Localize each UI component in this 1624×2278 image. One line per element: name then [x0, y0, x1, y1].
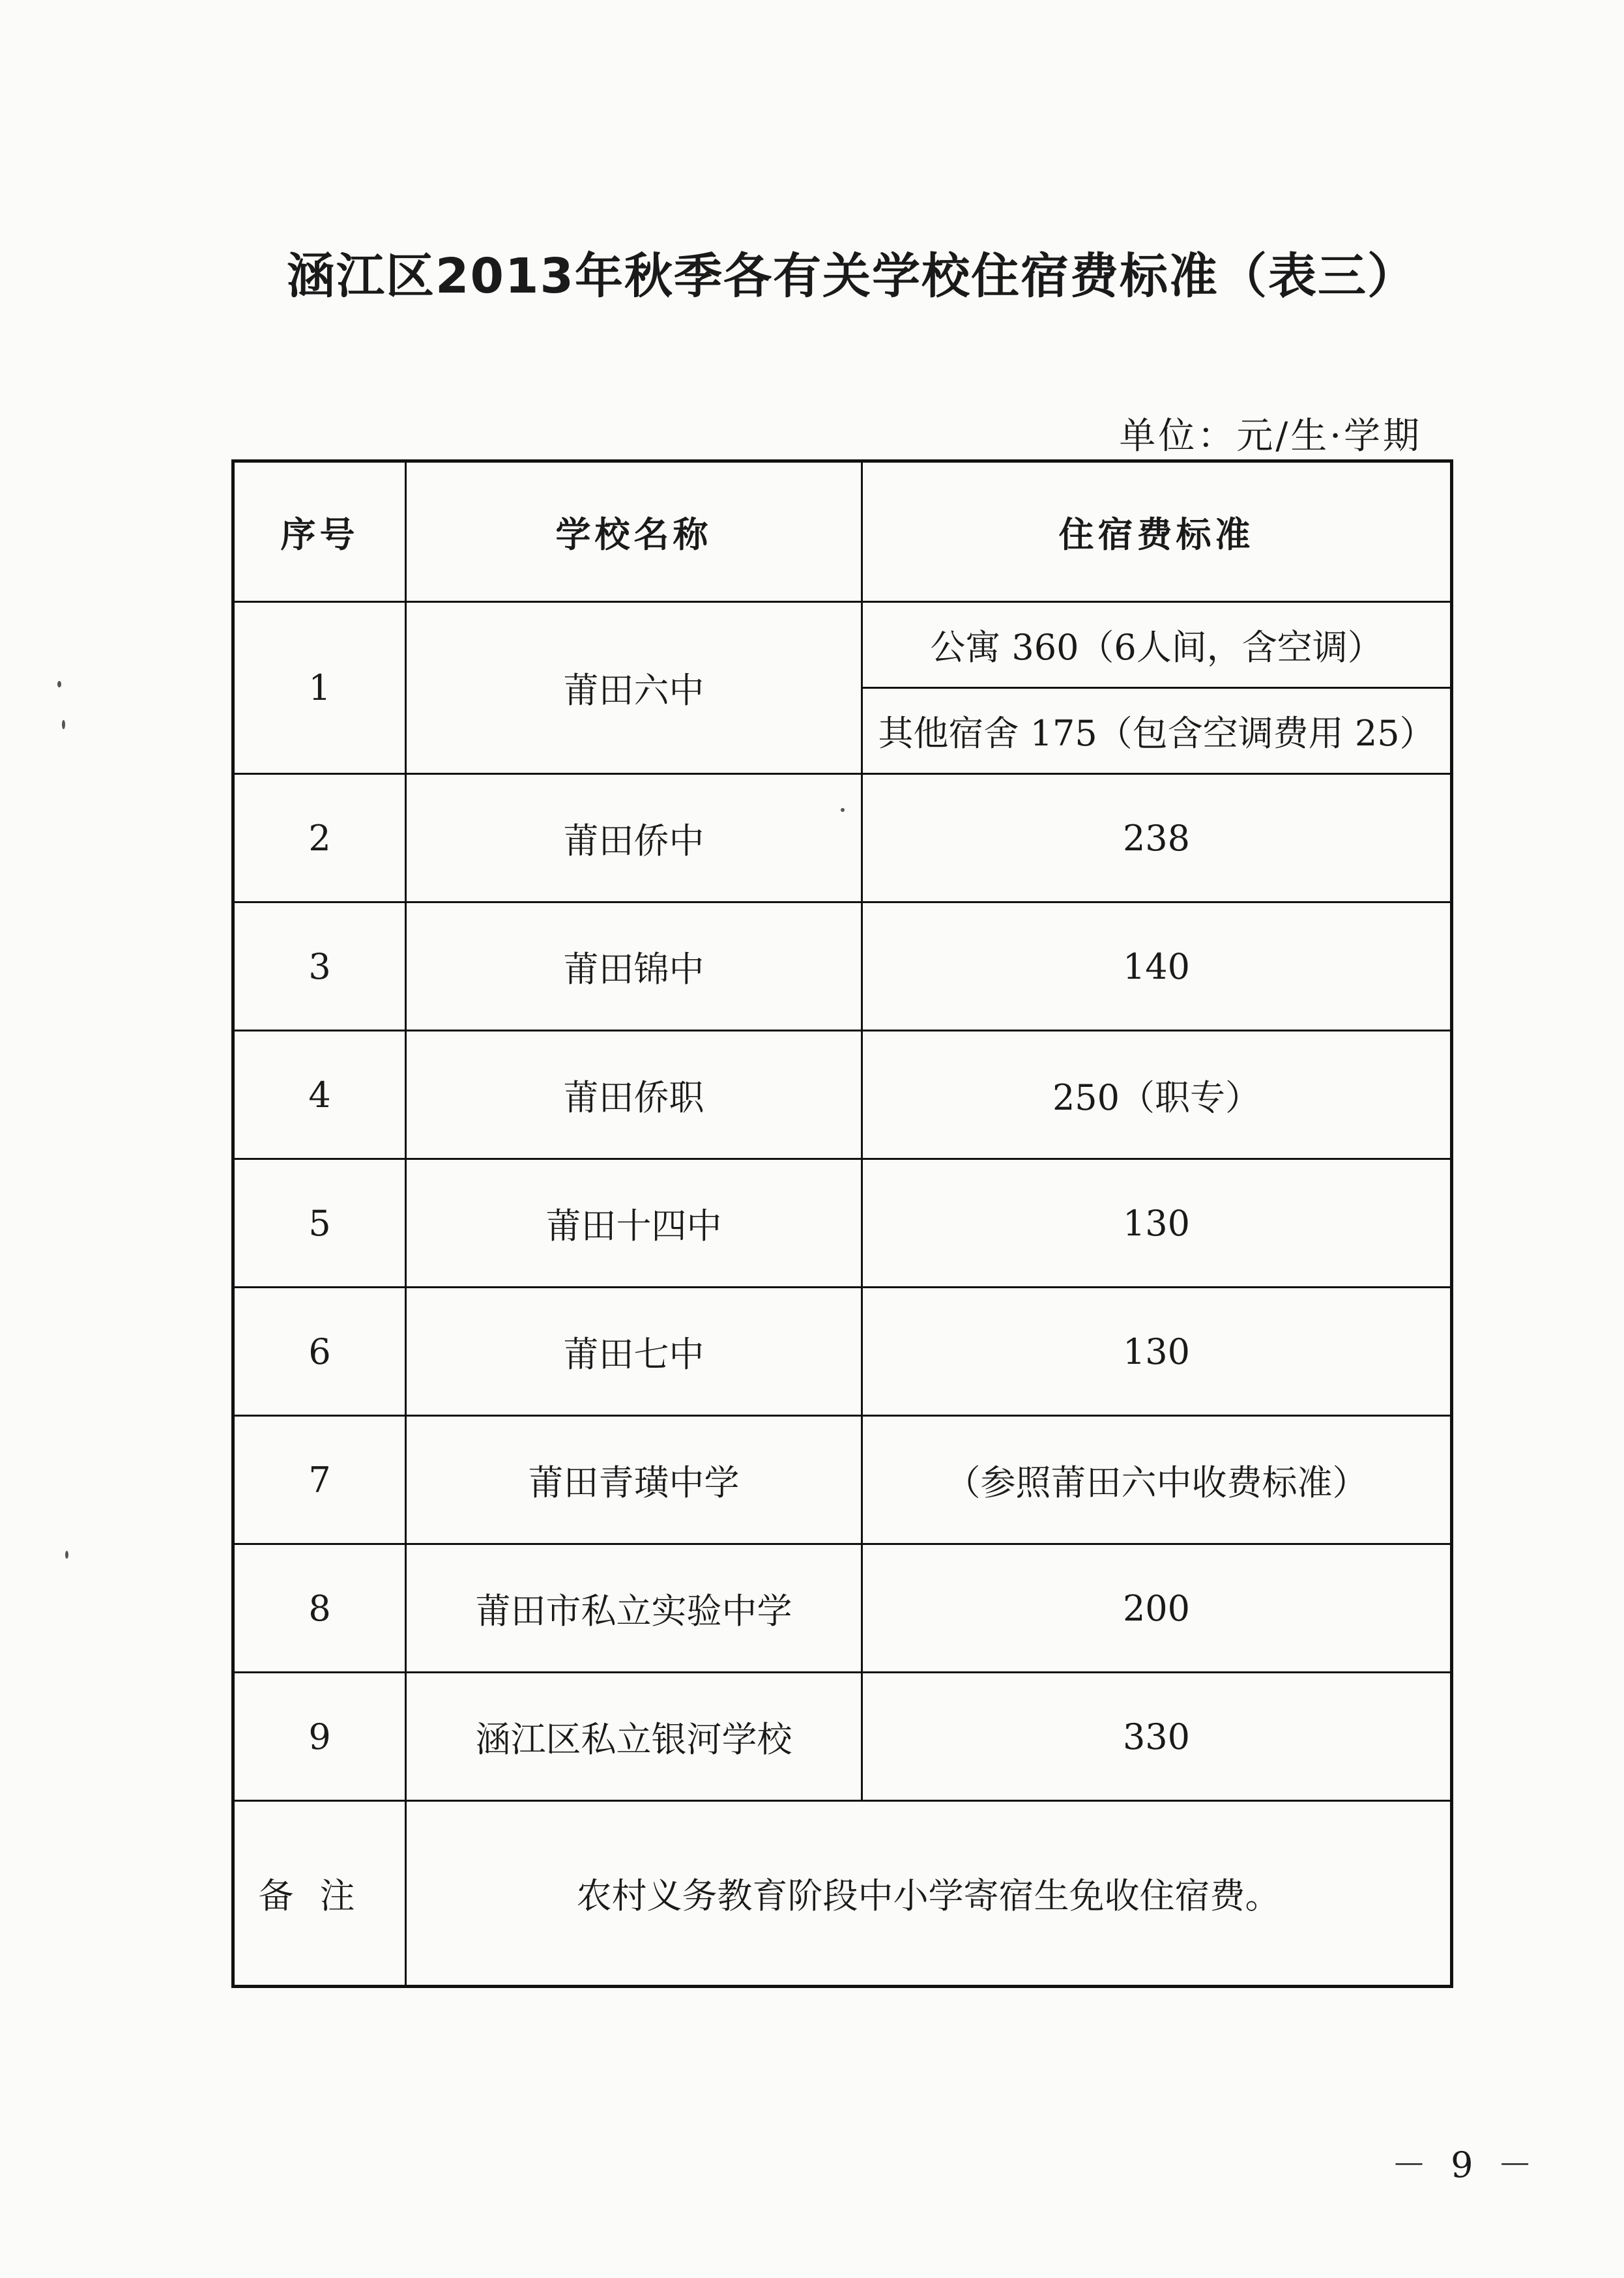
row-school: 莆田侨职	[406, 1031, 862, 1159]
table-row	[233, 902, 1452, 1031]
table-row	[233, 602, 1452, 774]
row-fee-other: 其他宿舍 175（包含空调费用 25）	[878, 713, 1435, 754]
row-school: 莆田侨中	[406, 774, 862, 902]
row-index: 7	[233, 1416, 406, 1544]
table-row	[233, 1288, 1452, 1416]
row-index: 4	[233, 1031, 406, 1159]
row-fee: 250（职专）	[862, 1031, 1452, 1159]
row-fee: 200	[862, 1544, 1452, 1673]
row-fee: 238	[862, 774, 1452, 902]
row-index: 9	[233, 1673, 406, 1801]
table-row	[233, 1031, 1452, 1159]
row-fee-split	[862, 602, 1452, 774]
page-number: － 9 －	[1391, 2144, 1539, 2185]
row-index: 8	[233, 1544, 406, 1673]
table-row	[233, 774, 1452, 902]
row-fee: 130	[862, 1159, 1452, 1288]
row-school: 莆田十四中	[406, 1159, 862, 1288]
row-school: 莆田六中	[406, 602, 862, 774]
header-fee: 住宿费标准	[862, 461, 1452, 602]
scan-speck	[57, 681, 61, 687]
row-fee: （参照莆田六中收费标准）	[862, 1416, 1452, 1544]
row-school: 莆田七中	[406, 1288, 862, 1416]
row-index: 6	[233, 1288, 406, 1416]
table-row	[233, 1673, 1452, 1801]
note-label: 备注	[233, 1801, 406, 1987]
row-index: 5	[233, 1159, 406, 1288]
row-index: 2	[233, 774, 406, 902]
header-index: 序号	[233, 461, 406, 602]
scan-speck	[62, 720, 65, 729]
row-fee: 140	[862, 902, 1452, 1031]
row-school: 莆田市私立实验中学	[406, 1544, 862, 1673]
table-header-row	[233, 461, 1452, 602]
scan-speck	[841, 808, 845, 812]
table-row	[233, 1416, 1452, 1544]
fee-table	[231, 459, 1453, 1988]
header-school: 学校名称	[406, 461, 862, 602]
table-row	[233, 1159, 1452, 1288]
scan-speck	[65, 1551, 68, 1559]
note-text: 农村义务教育阶段中小学寄宿生免收住宿费。	[406, 1801, 1452, 1987]
row-index: 3	[233, 902, 406, 1031]
table-row	[233, 1544, 1452, 1673]
row-fee: 130	[862, 1288, 1452, 1416]
row-school: 涵江区私立银河学校	[406, 1673, 862, 1801]
unit-label: 单位：元/生·学期	[1119, 415, 1422, 457]
note-row	[233, 1801, 1452, 1987]
row-school: 莆田锦中	[406, 902, 862, 1031]
row-school: 莆田青璜中学	[406, 1416, 862, 1544]
row-index: 1	[233, 602, 406, 774]
row-fee: 330	[862, 1673, 1452, 1801]
page-title: 涵江区2013年秋季各有关学校住宿费标准（表三）	[287, 248, 1417, 304]
row-fee-apartment: 公寓 360（6人间，含空调）	[863, 603, 1450, 689]
